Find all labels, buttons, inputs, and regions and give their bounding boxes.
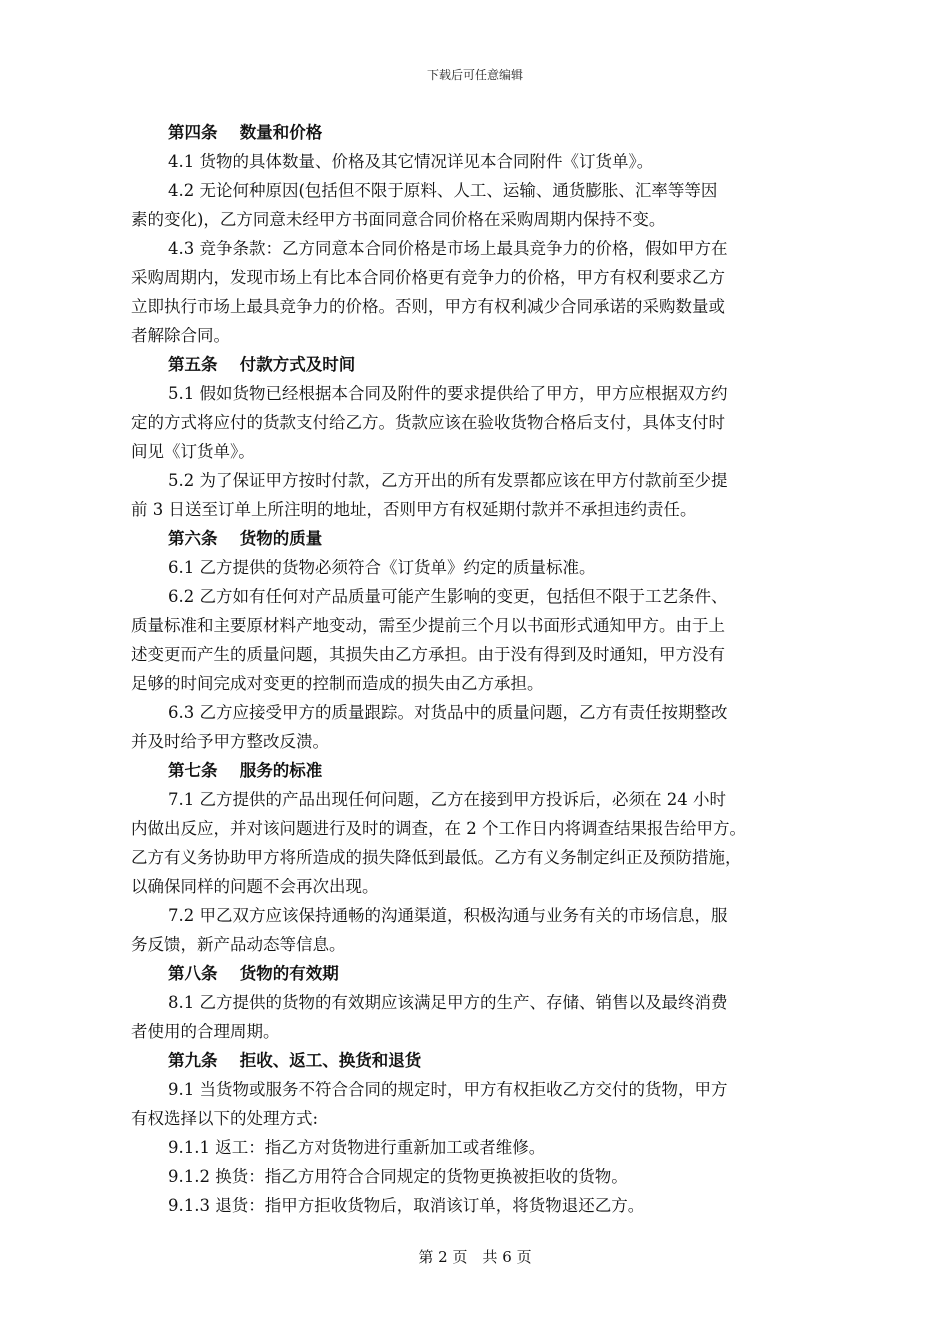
paragraph-line: 7.2 甲乙双方应该保持通畅的沟通渠道，积极沟通与业务有关的市场信息，服	[168, 906, 728, 925]
paragraph-line: 7.1 乙方提供的产品出现任何问题，乙方在接到甲方投诉后，必须在 24 小时	[168, 790, 726, 809]
paragraph-line: 9.1.3 退货：指甲方拒收货物后，取消该订单，将货物退还乙方。	[168, 1196, 645, 1215]
section-heading: 第九条 拒收、返工、换货和退货	[168, 1051, 422, 1070]
paragraph-line: 6.2 乙方如有任何对产品质量可能产生影响的变更，包括但不限于工艺条件、	[168, 587, 728, 606]
paragraph-line: 以确保同样的问题不会再次出现。	[131, 877, 379, 896]
paragraph-line: 5.2 为了保证甲方按时付款，乙方开出的所有发票都应该在甲方付款前至少提	[168, 471, 728, 490]
paragraph-line: 间见《订货单》。	[131, 442, 255, 461]
section-heading: 第七条 服务的标准	[168, 761, 323, 780]
paragraph-line: 5.1 假如货物已经根据本合同及附件的要求提供给了甲方，甲方应根据双方约	[168, 384, 728, 403]
paragraph-line: 9.1 当货物或服务不符合合同的规定时，甲方有权拒收乙方交付的货物，甲方	[168, 1080, 728, 1099]
paragraph-line: 者使用的合理周期。	[131, 1022, 280, 1041]
paragraph-line: 述变更而产生的质量问题，其损失由乙方承担。由于没有得到及时通知，甲方没有	[131, 645, 725, 664]
paragraph-line: 并及时给予甲方整改反溃。	[131, 732, 329, 751]
paragraph-line: 立即执行市场上最具竞争力的价格。否则，甲方有权利减少合同承诺的采购数量或	[131, 297, 725, 316]
section-heading: 第六条 货物的质量	[168, 529, 323, 548]
section-heading: 第八条 货物的有效期	[168, 964, 339, 983]
section-heading: 第五条 付款方式及时间	[168, 355, 356, 374]
paragraph-line: 4.1 货物的具体数量、价格及其它情况详见本合同附件《订货单》。	[168, 152, 654, 171]
paragraph-line: 4.2 无论何种原因(包括但不限于原料、人工、运输、通货膨胀、汇率等等因	[168, 181, 718, 200]
paragraph-line: 9.1.1 返工：指乙方对货物进行重新加工或者维修。	[168, 1138, 546, 1157]
paragraph-line: 6.1 乙方提供的货物必须符合《订货单》约定的质量标准。	[168, 558, 596, 577]
paragraph-line: 4.3 竞争条款：乙方同意本合同价格是市场上最具竞争力的价格，假如甲方在	[168, 239, 728, 258]
paragraph-line: 定的方式将应付的货款支付给乙方。货款应该在验收货物合格后支付，具体支付时	[131, 413, 725, 432]
paragraph-line: 质量标准和主要原材料产地变动，需至少提前三个月以书面形式通知甲方。由于上	[131, 616, 725, 635]
paragraph-line: 9.1.2 换货：指乙方用符合合同规定的货物更换被拒收的货物。	[168, 1167, 628, 1186]
page-footer: 第 2 页 共 6 页	[418, 1248, 532, 1266]
page-header: 下载后可任意编辑	[426, 68, 523, 82]
paragraph-line: 务反馈，新产品动态等信息。	[131, 935, 346, 954]
section-heading: 第四条 数量和价格	[168, 123, 323, 142]
paragraph-line: 有权选择以下的处理方式:	[131, 1109, 319, 1128]
paragraph-line: 前 3 日送至订单上所注明的地址，否则甲方有权延期付款并不承担违约责任。	[131, 500, 697, 519]
paragraph-line: 内做出反应，并对该问题进行及时的调查，在 2 个工作日内将调查结果报告给甲方。	[131, 819, 746, 838]
paragraph-line: 足够的时间完成对变更的控制而造成的损失由乙方承担。	[131, 674, 544, 693]
contract-body	[131, 118, 831, 1220]
paragraph-line: 6.3 乙方应接受甲方的质量跟踪。对货品中的质量问题，乙方有责任按期整改	[168, 703, 728, 722]
paragraph-line: 乙方有义务协助甲方将所造成的损失降低到最低。乙方有义务制定纠正及预防措施，	[131, 848, 742, 867]
paragraph-line: 采购周期内，发现市场上有比本合同价格更有竞争力的价格，甲方有权利要求乙方	[131, 268, 725, 287]
paragraph-line: 8.1 乙方提供的货物的有效期应该满足甲方的生产、存储、销售以及最终消费	[168, 993, 728, 1012]
paragraph-line: 素的变化)，乙方同意未经甲方书面同意合同价格在采购周期内保持不变。	[131, 210, 666, 229]
paragraph-line: 者解除合同。	[131, 326, 230, 345]
